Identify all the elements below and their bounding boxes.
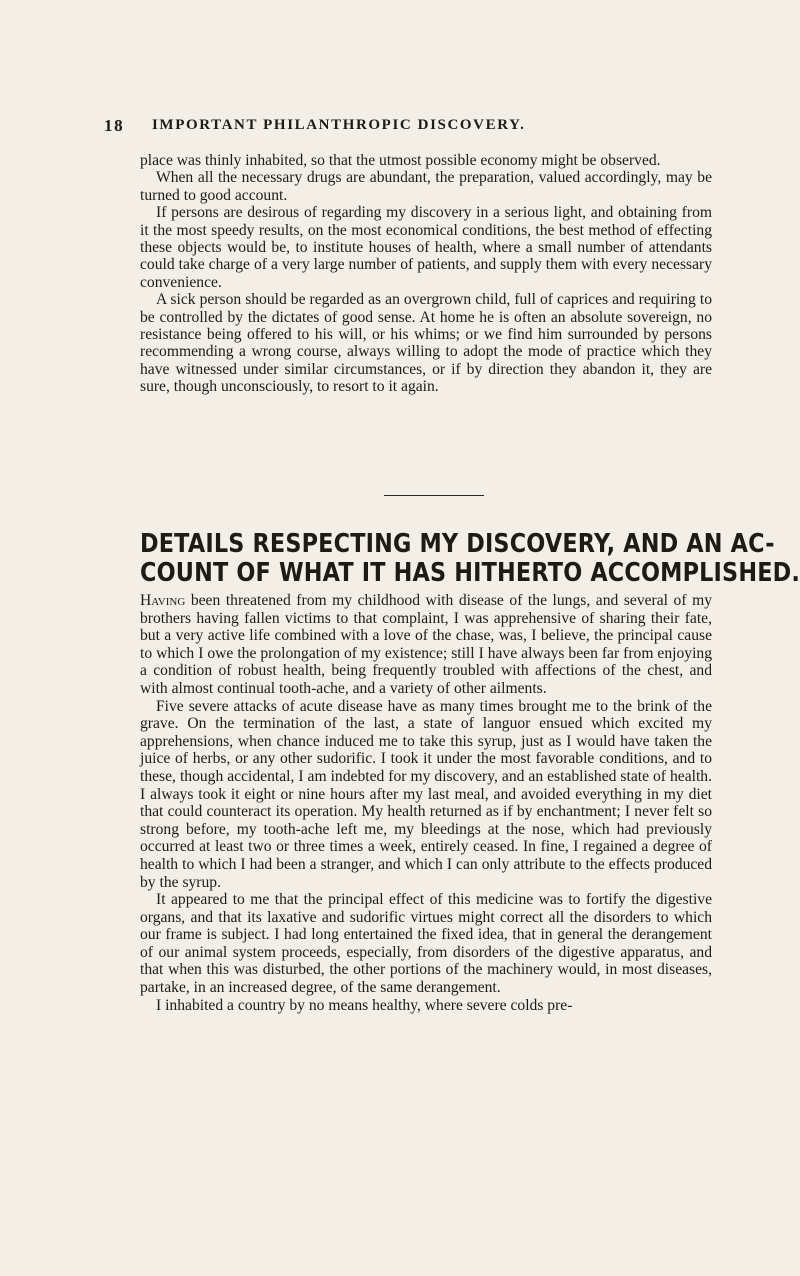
running-header xyxy=(104,116,704,140)
section-heading-line: COUNT OF WHAT IT HAS HITHERTO ACCOMPLISHED. xyxy=(140,558,800,588)
page-number: 18 xyxy=(104,116,125,135)
paragraph: I inhabited a country by no means healthy, where severe colds pre- xyxy=(156,996,573,1014)
running-title: IMPORTANT PHILANTHROPIC DISCOVERY. xyxy=(152,117,526,133)
section-heading xyxy=(140,529,800,588)
paragraph xyxy=(140,592,712,698)
intro-text xyxy=(140,152,712,396)
paragraph: If persons are desirous of regarding my discovery in a serious light, and obtaining from it the most speedy results, on the most economical conditions, the best method of effecting these objects would be, to institute houses of health, where a small number of attendants could take charge of a very large number of patients, and supply them with every necessary convenience. xyxy=(140,204,712,291)
section-text xyxy=(140,592,712,1014)
paragraph: place was thinly inhabited, so that the utmost possible economy might be observed. xyxy=(140,152,661,169)
drop-word: Having xyxy=(140,592,186,609)
paragraph: A sick person should be regarded as an overgrown child, full of caprices and requiring to be controlled by the dictates of good sense. At home he is often an absolute sovereign, no resistance being offered to his will, or his whims; or we find him surrounded by persons recommending a wrong course, always willing to adopt the mode of practice which they have witnessed under similar circumstances, or if by direction they abandon it, they are sure, though unconsciously, to resort to it again. xyxy=(140,291,712,396)
paragraph: Five severe attacks of acute disease have as many times brought me to the brink of the grave. On the termination of the last, a state of languor ensued which excited my apprehensions, when chance induced me to take this syrup, just as I would have taken the juice of herbs, or any other sudorific. I took it under the most favorable conditions, and to these, though accidental, I am indebted for my discovery, and an established state of health. I always took it eight or nine hours after my last meal, and avoided everything in my diet that could counteract its operation. My health returned as if by enchantment; I never felt so strong before, my tooth-ache left me, my bleedings at the nose, which had previously occurred at least two or three times a week, entirely ceased. In fine, I regained a degree of health to which I had been a stranger, and which I can only attribute to the effects produced by the syrup. xyxy=(140,697,712,891)
paragraph-text: been threatened from my childhood with disease of the lungs, and several of my brothers having fallen victims to that complaint, I was apprehensive of sharing their fate, but a very active life combined with a love of the chase, was, I believe, the principal cause to which I owe the prolongation of my existence; still I have always been far from enjoying a condition of robust health, being frequently troubled with affections of the chest, and with almost continual tooth-ache, and a variety of other ailments. xyxy=(140,592,712,697)
paragraph: When all the necessary drugs are abundant, the preparation, valued accordingly, may be turned to good account. xyxy=(140,169,712,204)
section-divider xyxy=(384,495,484,496)
section-heading-line: DETAILS RESPECTING MY DISCOVERY, AND AN AC- xyxy=(140,529,775,559)
paragraph: It appeared to me that the principal effect of this medicine was to fortify the digestive organs, and that its laxative and sudorific virtues might correct all the disorders to which our frame is subject. I had long entertained the fixed idea, that in general the derangement of our animal system proceeds, especially, from disorders of the digestive apparatus, and that when this was disturbed, the other portions of the machinery would, in most diseases, partake, in an increased degree, of the same derangement. xyxy=(140,891,712,997)
